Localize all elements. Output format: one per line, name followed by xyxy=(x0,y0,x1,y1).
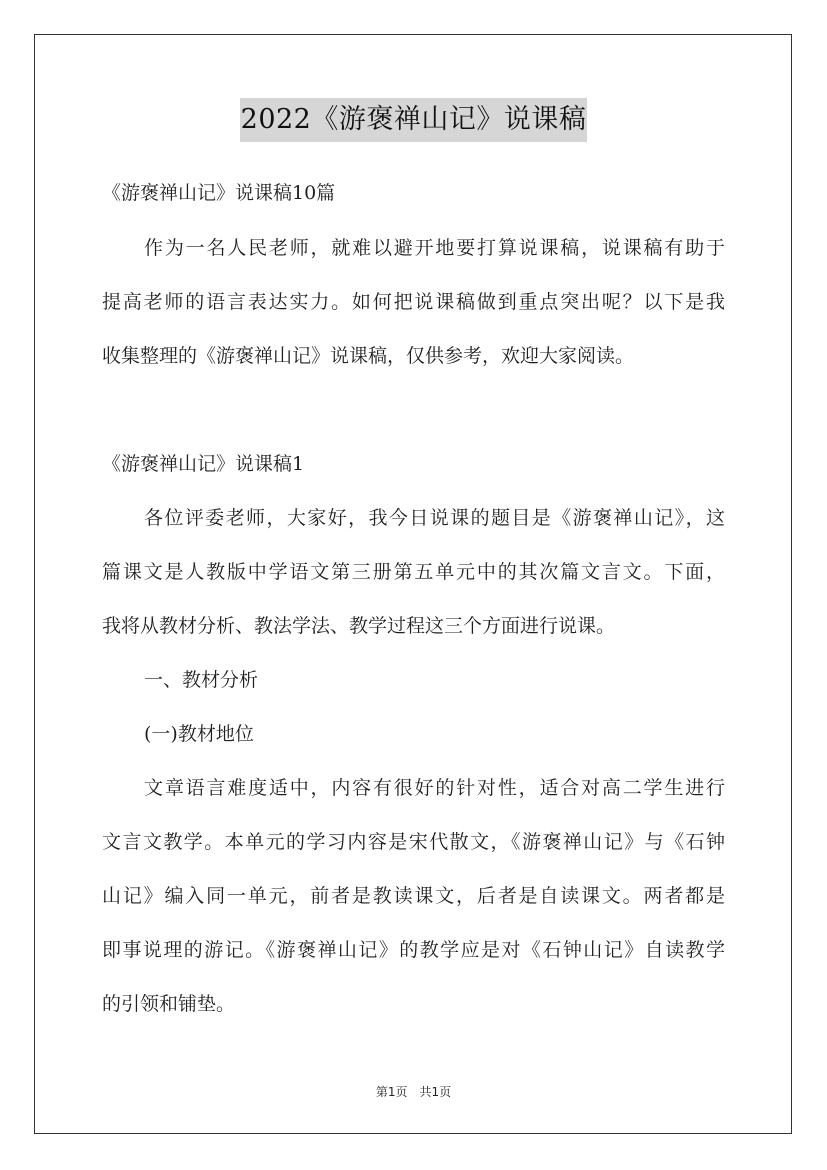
heading-textbook-position: (一)教材地位 xyxy=(144,723,254,745)
intro-line-3: 收集整理的《游褒禅山记》说课稿，仅供参考，欢迎大家阅读。 xyxy=(102,345,635,367)
position-paragraph-line-4: 即事说理的游记。《游褒禅山记》的教学应是对《石钟山记》自读教学 xyxy=(102,939,725,961)
position-paragraph-line-2: 文言文教学。本单元的学习内容是宋代散文，《游褒禅山记》与《石钟 xyxy=(102,831,725,853)
page-number-label: 第1页 xyxy=(375,1085,408,1099)
section-paragraph-line-1: 各位评委老师，大家好，我今日说课的题目是《游褒禅山记》，这 xyxy=(144,507,725,529)
title-container xyxy=(0,98,827,142)
section-heading: 《游褒禅山记》说课稿1 xyxy=(102,453,305,475)
document-subtitle: 《游褒禅山记》说课稿10篇 xyxy=(102,182,336,204)
heading-textbook-analysis: 一、教材分析 xyxy=(144,669,259,691)
position-paragraph-line-5: 的引领和铺垫。 xyxy=(102,993,236,1015)
intro-line-1: 作为一名人民老师，就难以避开地要打算说课稿，说课稿有助于 xyxy=(144,237,725,259)
page-footer xyxy=(0,1083,827,1101)
position-paragraph-line-3: 山记》编入同一单元，前者是教读课文，后者是自读课文。两者都是 xyxy=(102,885,725,907)
section-paragraph-line-2: 篇课文是人教版中学语文第三册第五单元中的其次篇文言文。下面， xyxy=(102,561,725,583)
total-pages-label: 共1页 xyxy=(419,1085,452,1099)
intro-line-2: 提高老师的语言表达实力。如何把说课稿做到重点突出呢？以下是我 xyxy=(102,291,725,313)
section-paragraph-line-3: 我将从教材分析、教法学法、教学过程这三个方面进行说课。 xyxy=(102,615,616,637)
position-paragraph-line-1: 文章语言难度适中，内容有很好的针对性，适合对高二学生进行 xyxy=(144,777,725,799)
document-title: 2022《游褒禅山记》说课稿 xyxy=(240,98,588,142)
